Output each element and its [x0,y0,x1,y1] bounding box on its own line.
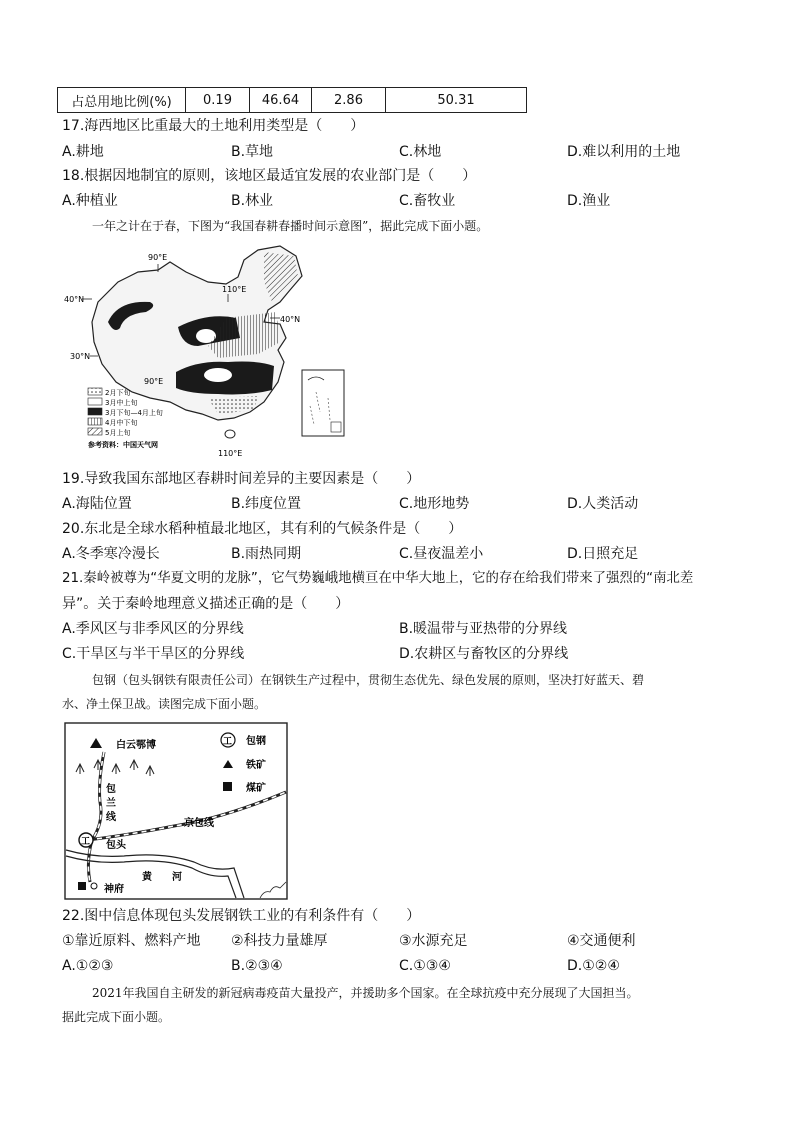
q20-option-c[interactable]: C.昼夜温差小 [399,546,484,562]
q20-option-b[interactable]: B.雨热同期 [231,546,302,562]
q22-condition-2: ②科技力量雄厚 [231,933,328,949]
table-cell: 50.31 [386,88,527,113]
place-label: 黄 [142,872,152,883]
q17-option-d[interactable]: D.难以利用的土地 [567,144,681,160]
q17-option-c[interactable]: C.林地 [399,144,442,160]
land-use-ratio-table [57,87,527,113]
q22-option-c[interactable]: C.①③④ [399,958,451,974]
q19-option-c[interactable]: C.地形地势 [399,496,470,512]
railway-label: 京包线 [184,818,214,829]
coal-mine-icon [78,882,86,890]
q21-option-b[interactable]: B.暖温带与亚热带的分界线 [399,621,568,637]
intro-baogang-line1: 包钢（包头钢铁有限责任公司）在钢铁生产过程中，贯彻生态优先、绿色发展的原则，坚决打好蓝天、碧 [92,673,645,687]
q18-option-b[interactable]: B.林业 [231,193,274,209]
q22-condition-3: ③水源充足 [399,933,468,949]
lon-label: 90°E [144,377,164,386]
q20-option-d[interactable]: D.日照充足 [567,546,639,562]
lat-label: 40°N [64,295,85,304]
q18-option-c[interactable]: C.畜牧业 [399,193,456,209]
q22-condition-4: ④交通便利 [567,933,636,949]
q17-option-a[interactable]: A.耕地 [62,144,104,160]
region-early-may-ne [264,252,298,302]
intro-spring-plowing: 一年之计在于春，下图为“我国春耕春播时间示意图”，据此完成下面小题。 [92,219,489,233]
place-label: 白云鄂博 [116,740,156,751]
lat-label: 30°N [70,352,91,361]
legend-label: 铁矿 [246,760,266,771]
q19-option-b[interactable]: B.纬度位置 [231,496,302,512]
q22-option-a[interactable]: A.①②③ [62,958,114,974]
intro-vaccine-line1: 2021年我国自主研发的新冠病毒疫苗大量投产，并援助多个国家。在全球抗疫中充分展现了大国担当。 [92,986,639,1000]
question-19-stem: 19.导致我国东部地区春耕时间差异的主要因素是（ ） [62,471,421,487]
table-cell: 46.64 [250,88,312,113]
railway-label-char: 包 [106,784,116,795]
q18-option-a[interactable]: A.种植业 [62,193,118,209]
lon-label: 110°E [222,285,247,294]
q17-option-b[interactable]: B.草地 [231,144,274,160]
place-label: 包头 [106,840,126,851]
place-label: 河 [172,872,182,883]
intro-baogang-line2: 水、净土保卫战。读图完成下面小题。 [62,697,267,711]
question-20-stem: 20.东北是全球水稻种植最北地区，其有利的气候条件是（ ） [62,521,463,537]
q22-option-b[interactable]: B.②③④ [231,958,283,974]
legend-label: 煤矿 [246,783,266,794]
q21-option-d[interactable]: D.农耕区与畜牧区的分界线 [399,646,569,662]
white-patch [204,368,232,382]
railway-label-char: 线 [106,812,116,823]
legend-label: 4月中下旬 [105,419,138,427]
baotou-map [64,722,288,900]
q19-option-a[interactable]: A.海陆位置 [62,496,132,512]
q22-condition-1: ①靠近原料、燃料产地 [62,933,201,949]
railway-label-char: 兰 [106,798,116,809]
legend-label: 包钢 [246,736,266,747]
legend-label: 3月中上旬 [105,399,138,407]
q21-option-c[interactable]: C.干旱区与半干旱区的分界线 [62,646,245,662]
question-17-stem: 17.海西地区比重最大的土地利用类型是（ ） [62,118,365,134]
question-21-stem-line1: 21.秦岭被尊为“华夏文明的龙脉”，它气势巍峨地横亘在中华大地上，它的存在给我们带来了强烈的“南北差 [62,571,694,586]
question-21-stem-line2: 异”。关于秦岭地理意义描述正确的是（ ） [62,596,350,612]
table-row [58,88,527,113]
table-cell: 2.86 [312,88,386,113]
question-18-stem: 18.根据因地制宜的原则，该地区最适宜发展的农业部门是（ ） [62,168,477,184]
q19-option-d[interactable]: D.人类活动 [567,496,639,512]
legend-label: 5月上旬 [105,429,131,437]
table-label-cell: 占总用地比例(%) [58,88,186,113]
place-label: 神府 [104,884,124,895]
lat-label: 40°N [280,315,301,324]
table-cell: 0.19 [186,88,250,113]
question-22-stem: 22.图中信息体现包头发展钢铁工业的有利条件有（ ） [62,908,421,924]
spring-plowing-map [58,242,350,460]
legend-symbol: 工 [223,737,233,747]
q18-option-d[interactable]: D.渔业 [567,193,611,209]
lon-label: 90°E [148,253,168,262]
lon-label: 110°E [218,449,243,458]
q21-option-a[interactable]: A.季风区与非季风区的分界线 [62,621,244,637]
baogang-icon-glyph: 工 [81,837,91,847]
square-icon [223,782,232,791]
intro-vaccine-line2: 据此完成下面小题。 [62,1010,171,1024]
legend-label: 2月下旬 [105,389,131,397]
map-source: 参考资料：中国天气网 [88,441,158,449]
legend-label: 3月下旬—4月上旬 [105,409,163,417]
q22-option-d[interactable]: D.①②④ [567,958,620,974]
hainan-island [225,430,235,438]
q20-option-a[interactable]: A.冬季寒冷漫长 [62,546,160,562]
